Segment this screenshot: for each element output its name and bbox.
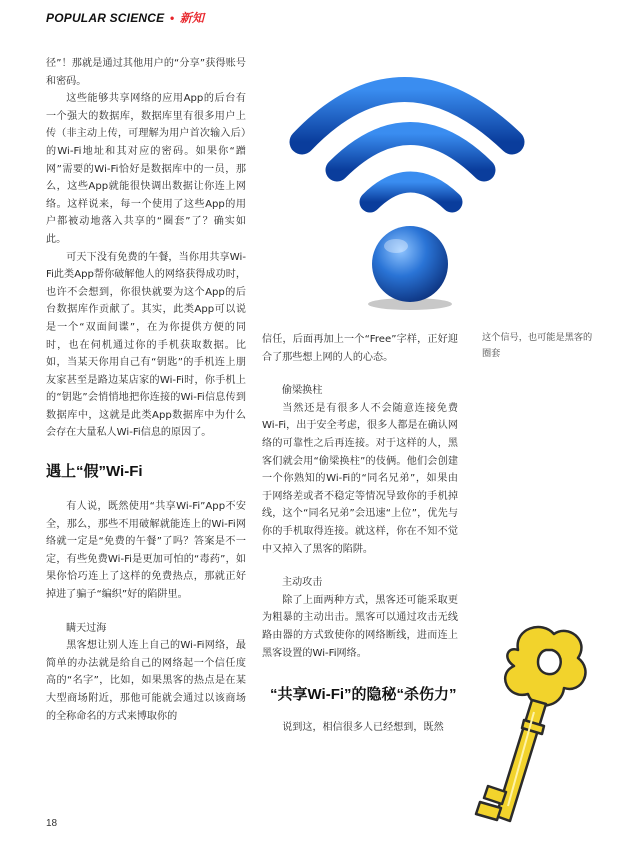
paragraph: 黑客想让别人连上自己的Wi-Fi网络，最简单的办法就是给自己的网络起一个信任度高的“名字”，比如，如果黑客的热点是在某大型商场附近，那他可能就会通过以该商场的全称命名的方式来博取你的 [46, 640, 246, 722]
key-bit-upper [484, 786, 506, 804]
key-bow [505, 627, 585, 705]
paragraph: 可天下没有免费的午餐，当你用共享Wi-Fi此类App帮你破解他人的网络获得成功时，也许不会想到，你很快就要为这个App的后台数据库作贡献了。其实，此类App可以说是一个“双面间谍”，在为你提供方便的同时，也在伺机通过你的手机获取数据。比如，当某天你用自己有“钥匙”的手机连上朋友家甚至是路边某店家的Wi-Fi时，你手机上的“钥匙”会悄悄地把你连接的Wi-Fi信息传到数据库中，这就是此类App数据库中为什么会存在大量私人Wi-Fi信息的原因了。 [46, 251, 246, 439]
paragraph: 说到这，相信很多人已经想到，既然 [282, 722, 444, 734]
column-middle [262, 331, 458, 737]
section-heading-fake-wifi: 遇上“假”Wi-Fi [46, 463, 143, 481]
subheading-deception: 瞒天过海 [66, 622, 107, 634]
wifi-signal-icon [272, 42, 532, 314]
header-separator: • [169, 11, 175, 25]
wifi-arc-inner [370, 182, 452, 202]
wifi-dot [372, 226, 448, 302]
column-left [46, 55, 246, 725]
paragraph: 当然还是有很多人不会随意连接免费Wi-Fi，出于安全考虑，很多人都是在确认网络的可靠性之后再连接。对于这样的人，黑客们就会用“偷梁换柱”的伎俩。他们会创建一个你熟知的Wi-Fi的“同名兄弟”，如果由于网络差或者不稳定等情况导致你的手机掉线，这个“同名兄弟”会迅速“上位”，优先与你的手机取得连接。就这样，你在不知不觉中又掉入了黑客的陷阱。 [262, 402, 458, 555]
page-number: 18 [46, 818, 58, 829]
subheading-active-attack: 主动攻击 [282, 577, 323, 589]
section-heading-hidden-damage: “共享Wi-Fi”的隐秘“杀伤力” [270, 686, 457, 704]
paragraph: 信任，后面再加上一个“Free”字样，正好迎合了那些想上网的人的心态。 [262, 334, 458, 363]
wifi-dot-highlight [384, 239, 408, 253]
image-caption: 这个信号，也可能是黑客的圈套 [482, 332, 593, 359]
paragraph: 这些能够共享网络的应用App的后台有一个强大的数据库，数据库里有很多用户上传（非主动上传，可理解为用户首次输入后）的Wi-Fi地址和其对应的密码。如果你“蹭网”需要的Wi-Fi恰好是数据库中的一员，那么，这些App就能很快调出数据让你连上网络。这样说来，每一个使用了这些App的用户都被动地落入共享的“圈套”了？确实如此。 [46, 93, 246, 245]
magazine-brand: POPULAR SCIENCE [46, 11, 165, 25]
section-name: 新知 [179, 11, 205, 25]
key-bit-lower [476, 802, 501, 820]
wifi-arc-middle [337, 134, 484, 171]
paragraph: 有人说，既然使用“共享Wi-Fi”App不安全，那么，那些不用破解就能连上的Wi-Fi网络就一定是“免费的午餐”了吗？答案是不一定，有些免费Wi-Fi是更加可怕的“毒药”，如果你恰巧连上了这样的免费热点，那就正好掉进了骗子“编织”好的陷阱里。 [46, 501, 246, 601]
subheading-substitution: 偷梁换柱 [282, 385, 323, 397]
paragraph: 径”！那就是通过其他用户的“分享”获得账号和密码。 [46, 58, 246, 87]
golden-key-icon [466, 616, 616, 841]
page-header [46, 9, 204, 26]
paragraph: 除了上面两种方式，黑客还可能采取更为粗暴的主动出击。黑客可以通过攻击无线路由器的方式致使你的网络断线，进而连上黑客设置的Wi-Fi网络。 [262, 594, 458, 659]
